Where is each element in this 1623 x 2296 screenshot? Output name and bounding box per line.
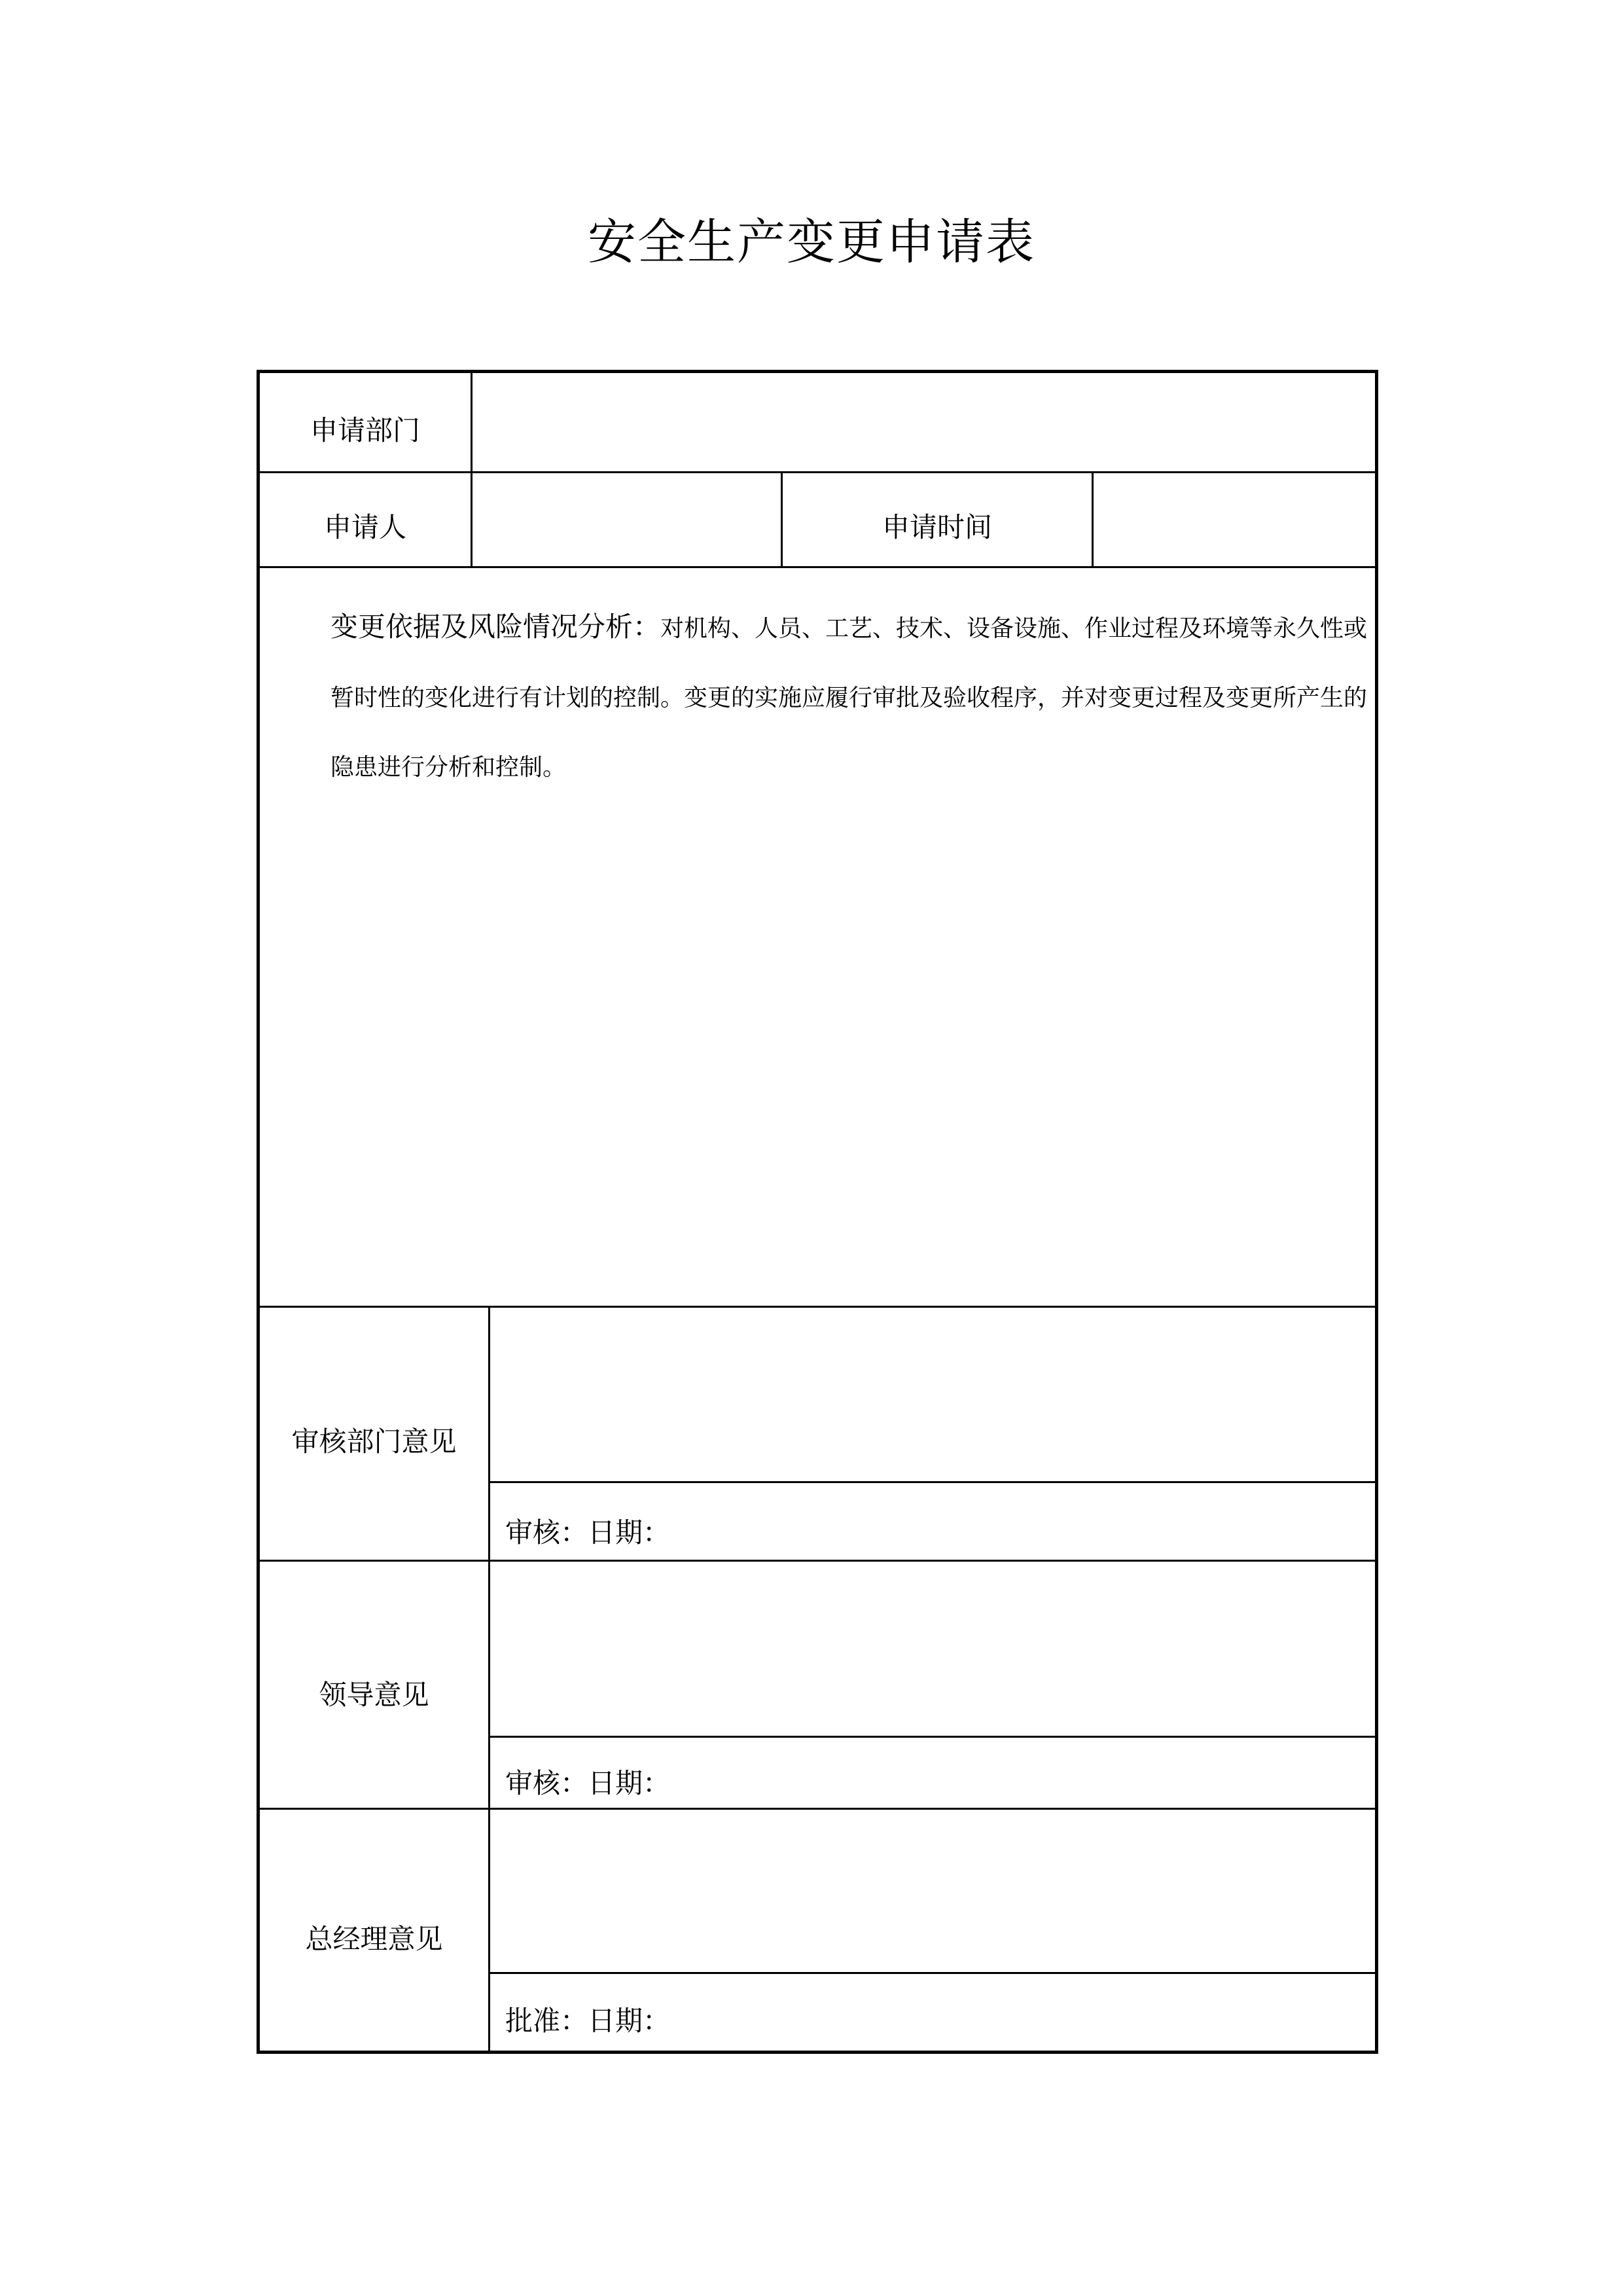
gm-opinion-field[interactable] [490, 1810, 1376, 1972]
leader-opinion-field[interactable] [490, 1562, 1376, 1736]
review-dept-opinion-field[interactable] [490, 1308, 1376, 1481]
row-divider-leader-sign [490, 1736, 1376, 1738]
gm-label: 总经理意见 [305, 1923, 443, 1955]
apply-time-label: 申请时间 [882, 511, 992, 543]
department-label: 申请部门 [310, 414, 420, 446]
row-divider-review-sign [490, 1481, 1376, 1483]
analysis-section [330, 592, 1371, 802]
review-dept-sign-line: 审核：日期： [505, 1516, 671, 1549]
gm-sign-line: 批准：日期： [505, 2005, 671, 2037]
department-field[interactable] [473, 373, 1376, 471]
analysis-field[interactable] [260, 812, 1376, 1306]
document-title: 安全生产变更申请表 [588, 214, 1035, 270]
analysis-text: 对机构、人员、工艺、技术、设备设施、作业过程及环境等永久性或暂时性的变化进行有计划的控制。变更的实施应履行审批及验收程序，并对变更过程及变更所产生的隐患进行分析和控制。 [330, 615, 1368, 781]
applicant-field[interactable] [473, 473, 781, 566]
leader-label: 领导意见 [319, 1679, 429, 1711]
leader-sign-line: 审核：日期： [505, 1767, 671, 1799]
applicant-label: 申请人 [323, 511, 406, 543]
apply-time-field[interactable] [1094, 473, 1376, 566]
row-divider-applicant [259, 566, 1376, 568]
row-divider-gm-sign [490, 1972, 1376, 1974]
review-dept-label: 审核部门意见 [291, 1426, 457, 1458]
analysis-lead: 变更依据及风险情况分析： [330, 611, 661, 643]
